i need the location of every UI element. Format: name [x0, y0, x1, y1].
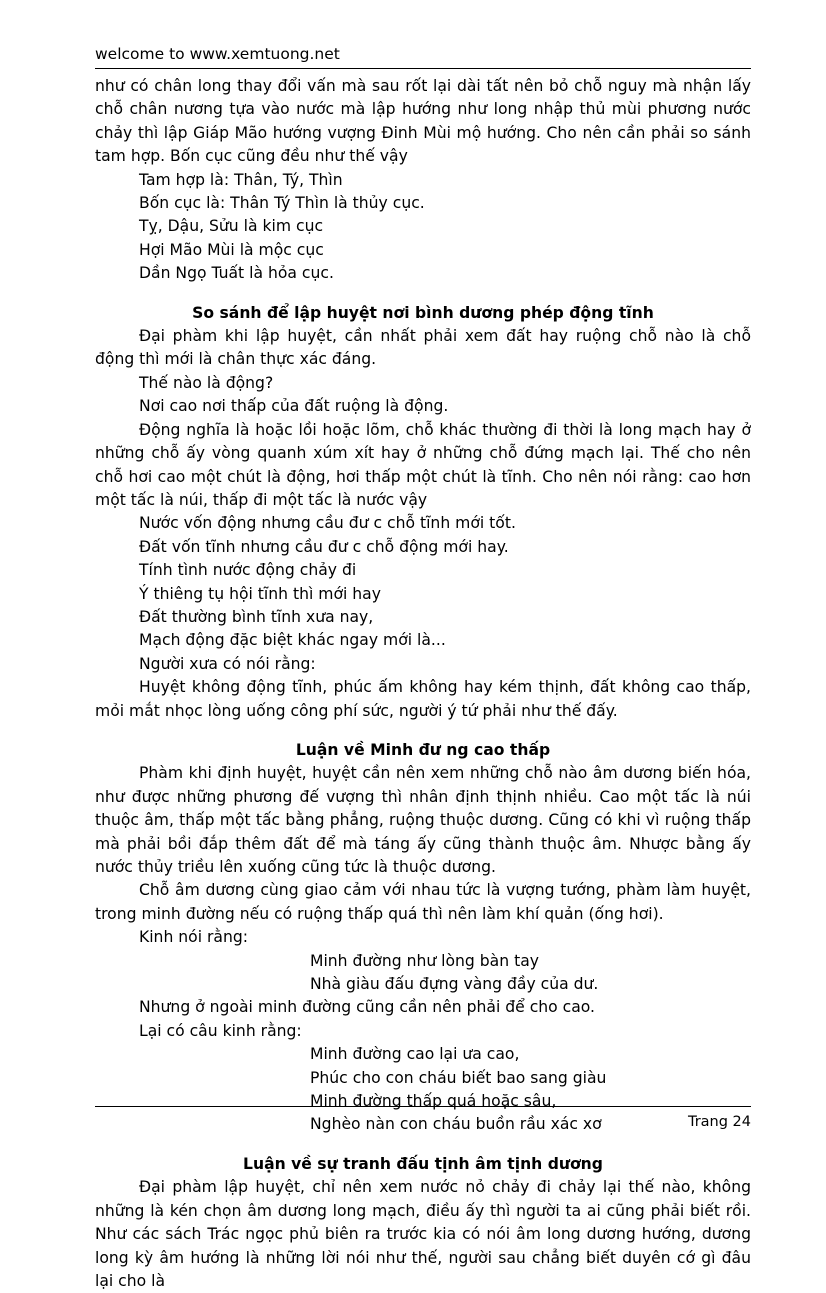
section-heading: Luận về sự tranh đấu tịnh âm tịnh dương: [243, 1154, 603, 1173]
body-paragraph: Người xưa có nói rằng:: [139, 654, 316, 673]
body-paragraph: Tính tình nước động chảy đi: [139, 561, 357, 580]
body-paragraph: Nhưng ở ngoài minh đường cũng cần nên phải để cho cao.: [139, 998, 596, 1017]
verse-line: Phúc cho con cháu biết bao sang giàu: [310, 1068, 607, 1087]
body-paragraph: Thế nào là động?: [139, 373, 274, 392]
paragraph-spacer: [95, 723, 751, 739]
body-paragraph: Đại phàm khi lập huyệt, cần nhất phải xem đất hay ruộng chỗ nào là chỗ động thì mới là chân thực xác đáng.: [95, 327, 751, 369]
body-paragraph: như có chân long thay đổi vấn mà sau rốt lại dài tất nên bỏ chỗ nguy mà nhận lấy chỗ chân nương tựa vào nước mà lập hướng như long nhập thủ mùi phương nước chảy thì lập Giáp Mão hướng vượng Đinh Mùi mộ hướng. Cho nên cần phải so sánh tam hợp. Bốn cục cũng đều như thế vậy: [95, 77, 751, 166]
paragraph-spacer: [95, 286, 751, 302]
body-paragraph: Đại phàm lập huyệt, chỉ nên xem nước nỏ chảy đi chảy lại thế nào, không những là kén chọn âm dương long mạch, điều ấy thì người ta ai cũng phải biết rồi. Như các sách Trác ngọc phủ biên ra trước kia có nói âm long dương hướng, dương long kỳ âm hướng là những lời nói như thế, người sau chẳng biết duyên cớ gì đâu lại cho là: [95, 1178, 751, 1290]
body-paragraph: Nước vốn động nhưng cầu đư c chỗ tĩnh mới tốt.: [139, 514, 516, 533]
body-paragraph: Phàm khi định huyệt, huyệt cần nên xem những chỗ nào âm dương biến hóa, như được những phương đế vượng thì nhân định thịnh nhiều. Cao một tấc là núi thuộc âm, thấp một tấc bằng phẳng, ruộng thuộc dương. Cũng có khi vì ruộng thấp mà phải bồi đắp thêm đất để mà táng ấy cũng thành thuộc âm. Nhược bằng ấy nước thủy triều lên xuống cũng tức là thuộc dương.: [95, 764, 751, 876]
body-paragraph: Huyệt không động tĩnh, phúc ấm không hay kém thịnh, đất không cao thấp, mỏi mắt nhọc lòng uống công phí sức, người ý tứ phải như thế đấy.: [95, 678, 751, 720]
verse-line: Nghèo nàn con cháu buồn rầu xác xơ: [310, 1115, 602, 1134]
body-paragraph: Bốn cục là: Thân Tý Thìn là thủy cục.: [139, 194, 425, 213]
verse-line: Minh đường thấp quá hoặc sâu,: [310, 1092, 557, 1111]
body-paragraph: Dần Ngọ Tuất là hỏa cục.: [139, 264, 334, 283]
body-paragraph: Hợi Mão Mùi là mộc cục: [139, 240, 324, 259]
section-heading: Luận về Minh đư ng cao thấp: [295, 740, 551, 759]
section-heading: So sánh để lập huyệt nơi bình dương phép động tĩnh: [192, 303, 654, 322]
verse-line: Minh đường cao lại ưa cao,: [310, 1045, 520, 1064]
body-paragraph: Mạch động đặc biệt khác ngay mới là...: [139, 631, 446, 650]
body-paragraph: Kinh nói rằng:: [139, 928, 248, 947]
body-paragraph: Tam hợp là: Thân, Tý, Thìn: [139, 170, 343, 189]
page-number: Trang 24: [687, 1114, 751, 1130]
body-paragraph: Đất vốn tĩnh nhưng cầu đư c chỗ động mới hay.: [139, 537, 509, 556]
body-paragraph: Lại có câu kinh rằng:: [139, 1021, 302, 1040]
body-paragraph: Ý thiêng tụ hội tĩnh thì mới hay: [139, 584, 381, 603]
verse-line: Minh đường như lòng bàn tay: [310, 951, 539, 970]
page-header: welcome to www.xemtuong.net: [95, 45, 340, 63]
body-paragraph: Động nghĩa là hoặc lồi hoặc lõm, chỗ khác thường đi thời là long mạch hay ở những chỗ ấy vòng quanh xúm xít hay ở những chỗ đứng mạch lại. Thế cho nên chỗ hơi cao một chút là động, hơi thấp một chút là tĩnh. Cho nên nói rằng: cao hơn một tấc là núi, thấp đi một tấc là nước vậy: [95, 420, 751, 509]
body-paragraph: Chỗ âm dương cùng giao cảm với nhau tức là vượng tướng, phàm làm huyệt, trong minh đường nếu có ruộng thấp quá thì nên làm khí quản (ống hơi).: [95, 881, 751, 923]
body-paragraph: Tỵ, Dậu, Sửu là kim cục: [139, 217, 324, 236]
footer-divider: [95, 1106, 751, 1107]
verse-line: Nhà giàu đấu đựng vàng đầy của dư.: [310, 975, 599, 994]
body-paragraph: Nơi cao nơi thấp của đất ruộng là động.: [139, 397, 449, 416]
body-paragraph: Đất thường bình tĩnh xưa nay,: [139, 607, 374, 626]
header-divider: [95, 68, 751, 69]
paragraph-spacer: [95, 1137, 751, 1153]
page-footer: [95, 1106, 751, 1131]
